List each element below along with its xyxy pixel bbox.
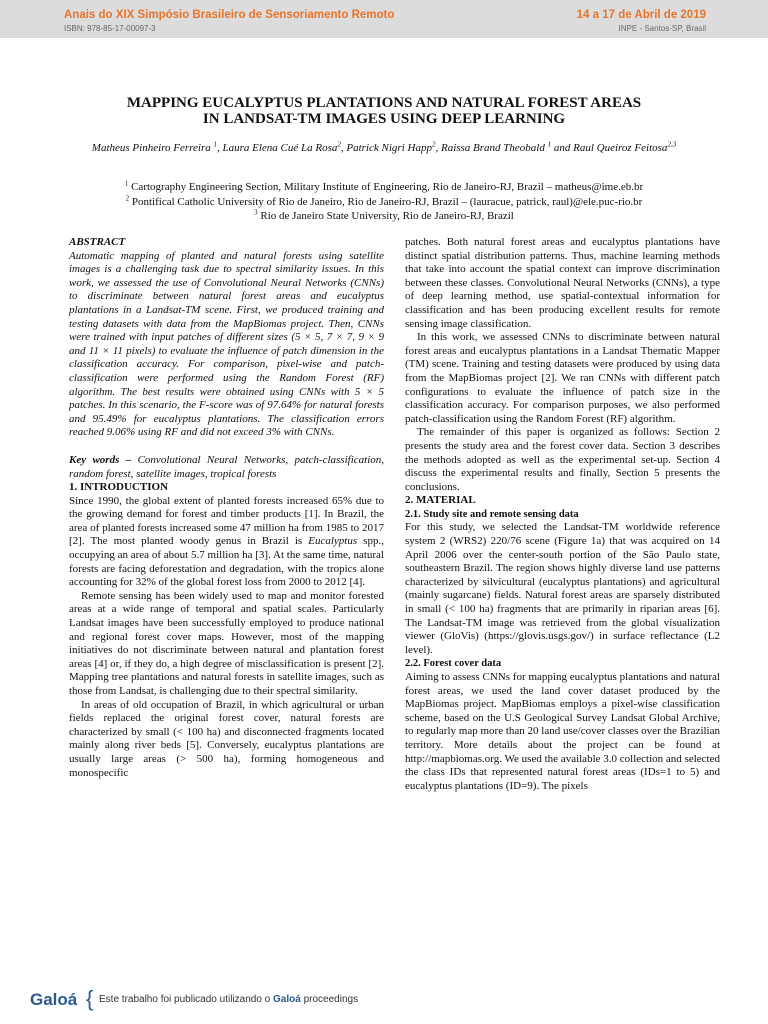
footer-text-tail: proceedings bbox=[300, 994, 359, 1005]
conference-place: INPE - Santos-SP, Brasil bbox=[618, 24, 706, 33]
material-heading: 2. MATERIAL bbox=[405, 494, 476, 507]
intro-paragraph-2: Remote sensing has been widely used to map and monitor forested areas at a wide range of temporal and spatial scales. Particularly Landsat images have been successfully employed to produce national and regional forest cover maps. However, most of the mapping initiatives do not discriminate between natural and plantation forest areas [4] or, if they do, a high degree of misclassification is present [2]. Mapping tree plantations and natural forests in satellite images, such as those from Landsat, is challenging due to their spectral similarity. bbox=[69, 589, 384, 697]
intro-paragraph-3: In areas of old occupation of Brazil, in which agricultural or urban fields replaced the original forest cover, natural forests are characterized by small (< 100 ha) and disconnected fragments located mainly along river beds [5]. Conversely, eucalyptus plantations are usually large areas (> 500 ha), forming homogeneous and monospecific bbox=[69, 698, 384, 779]
author-5-sup: 2,3 bbox=[667, 140, 677, 149]
author-2-sup: 2 bbox=[337, 140, 341, 149]
footer-text bbox=[99, 994, 358, 1005]
title-line-1: MAPPING EUCALYPTUS PLANTATIONS AND NATURAL FOREST AREAS bbox=[126, 95, 642, 111]
intro-paragraph-1 bbox=[69, 495, 384, 590]
galoa-logo: Galoá bbox=[30, 990, 78, 1009]
affiliation-3 bbox=[70, 209, 698, 224]
affiliations bbox=[70, 180, 698, 224]
conference-dates: 14 a 17 de Abril de 2019 bbox=[576, 9, 706, 21]
intro-p1-genus: Eucalyptus bbox=[308, 535, 358, 548]
right-paragraph-1: patches. Both natural forest areas and eucalyptus plantations have distinct spatial distribution patterns. Thus, machine learning methods that take into account the spatial context can improve discrimination between these classes. Convolutional Neural Networks (CNNs), a type of deep learning method, use spatial-contextual information for classification and has been producing excellent results for remote sensing image classification. bbox=[405, 236, 720, 330]
author-4: , Raissa Brand Theobald bbox=[435, 142, 545, 154]
introduction-heading: 1. INTRODUCTION bbox=[69, 481, 169, 494]
author-4-sup: 1 bbox=[547, 140, 552, 149]
title-line-2: IN LANDSAT-TM IMAGES USING DEEP LEARNING bbox=[202, 111, 566, 127]
intro-p1-a: Since 1990, the global extent of planted forests increased 65% due to the growing demand for forest and timber products [1]. In Brazil, the area of planted forests increased some 47 million ha from 1985 to 2017 [2]. The most planted woody genus in Brazil is bbox=[69, 494, 384, 548]
subsection-2-1-heading: 2.1. Study site and remote sensing data bbox=[405, 508, 579, 520]
author-3-sup: 2 bbox=[431, 140, 436, 149]
brace-icon: { bbox=[86, 986, 94, 1011]
paper-title bbox=[60, 95, 708, 127]
affiliation-1-text: Cartography Engineering Section, Military Institute of Engineering, Rio de Janeiro-RJ, Brazil – matheus@ime.eb.br bbox=[128, 181, 644, 193]
affiliation-3-sup: 3 bbox=[254, 208, 258, 217]
author-3: , Patrick Nigri Happ bbox=[340, 142, 432, 154]
author-5: and Raul Queiroz Feitosa bbox=[551, 142, 668, 154]
conference-header bbox=[0, 0, 768, 38]
footer-text-lead: Este trabalho foi publicado utilizando o bbox=[99, 994, 274, 1005]
forest-cover-paragraph: Aiming to assess CNNs for mapping eucalyptus plantations and natural forest areas, we used the land cover dataset produced by the MapBiomas project. MapBiomas employs a pixel-wise classification scheme, based on the U.S Geological Survey Landsat Global Archive, to regularly map more than 20 land use/cover classes over the Brazilian territory. More details about the project can be found at http://mapbiomas.org. We used the available 3.0 collection and selected the class IDs that represented natural forest areas (IDs=1 to 5) and eucalyptus plantations (ID=9). The pixels bbox=[405, 671, 720, 792]
abstract-heading: ABSTRACT bbox=[69, 236, 126, 248]
right-paragraph-2: In this work, we assessed CNNs to discriminate between natural forest areas and eucalyptus plantations in a Landsat Thematic Mapper (TM) scene. Training and testing datasets were produced by using data from the MapBiomas project [2]. We ran CNNs with different patch configurations to evaluate the influence of patch size in the classification accuracy. For comparison purposes, we also performed patch-classification using the Random Forest (RF) algorithm. bbox=[405, 331, 720, 425]
intro-p1-c: spp., occupying an area of about 5.7 million ha [3]. At the same time, natural forests are facing deforestation and degradation, with the tropics alone accounting for 32% of the global forest loss from 2000 to 2012 [4]. bbox=[69, 535, 384, 589]
author-2: , Laura Elena Cué La Rosa bbox=[217, 142, 338, 154]
subsection-2-2-heading: 2.2. Forest cover data bbox=[405, 658, 502, 670]
affiliation-1-sup: 1 bbox=[124, 179, 129, 188]
affiliation-3-text: Rio de Janeiro State University, Rio de Janeiro-RJ, Brazil bbox=[257, 210, 514, 222]
footer-brand: Galoá bbox=[273, 994, 301, 1005]
footer bbox=[0, 988, 768, 1024]
author-1: Matheus Pinheiro Ferreira bbox=[91, 142, 211, 154]
left-column bbox=[69, 236, 384, 780]
affiliation-2 bbox=[70, 195, 698, 210]
abstract-text: Automatic mapping of planted and natural forests using satellite images is a challenging task due to spectral similarity issues. In this work, we assessed the use of Convolutional Neural Networks (CNNs) to discriminate between natural forest areas and eucalyptus plantations in a Landsat-TM scene. First, we produced training and testing datasets with data from the MapBiomas project. Then, CNNs were trained with input patches of different sizes (5 × 5, 7 × 7, 9 × 9 and 11 × 11 pixels) to evaluate the influence of patch dimension in the classification accuracy. For comparison, pixel-wise and patch-classification were performed using the Random Forest (RF) algorithm. The best results were obtained using CNNs with 5 × 5 patches. In this scenario, the F-score was of 97.64% for natural forests and 95.49% for eucalyptus plantations. The classification errors reached 9.06% using RF and did not exceed 3% with CNNs. bbox=[69, 249, 384, 439]
affiliation-1 bbox=[70, 180, 698, 195]
keywords bbox=[69, 454, 384, 481]
affiliation-2-sup: 2 bbox=[125, 193, 130, 202]
right-paragraph-3: The remainder of this paper is organized as follows: Section 2 presents the study area and the forest cover data. Section 3 describes the methods adopted as well as the experimental set-up. Section 4 discuss the experimental results and finally, Section 5 presents the conclusions. bbox=[405, 426, 720, 493]
study-site-paragraph: For this study, we selected the Landsat-TM worldwide reference system 2 (WRS2) 220/76 scene (Figure 1a) that was acquired on 14 April 2006 over the center-south portion of the São Paulo state, southeastern Brazil. The region shows highly diverse land use patterns characterized by silvicultural (eucalyptus plantations) and agricultural (mainly sugarcane) fields. Natural forest areas are sparsely distributed in small (< 100 ha) fragments that are primarily in riparian areas [6]. The Landsat-TM image was retrieved from the global visualization viewer (GloVis) (https://glovis.usgs.gov/) in surface reflectance (L2 level). bbox=[405, 521, 720, 656]
authors bbox=[70, 141, 698, 156]
keywords-text: Convolutional Neural Networks, patch-classification, random forest, satellite images, tropical forests bbox=[69, 453, 385, 480]
conference-name: Anais do XIX Simpósio Brasileiro de Sensoriamento Remoto bbox=[64, 9, 395, 21]
right-column bbox=[405, 236, 720, 793]
author-1-sup: 1 bbox=[213, 140, 217, 149]
keywords-label: Key words – bbox=[69, 453, 132, 466]
isbn: ISBN: 978-85-17-00097-3 bbox=[64, 24, 156, 33]
affiliation-2-text: Pontifical Catholic University of Rio de Janeiro, Rio de Janeiro-RJ, Brazil – (lauracue, patrick, raul)@ele.puc-rio.br bbox=[129, 195, 643, 208]
